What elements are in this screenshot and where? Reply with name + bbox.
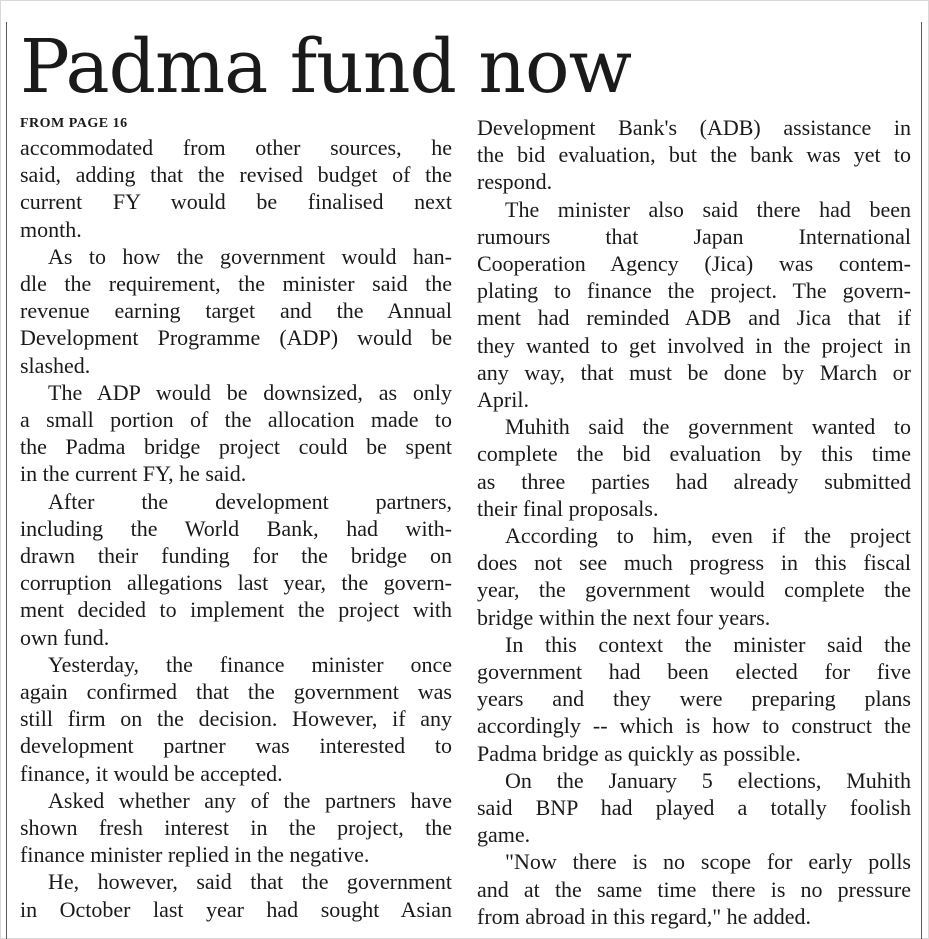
body-line: complete the bid evaluation by this time (477, 441, 911, 467)
body-line: Asked whether any of the partners have (48, 787, 452, 813)
body-line: finance, it would be accepted. (20, 760, 283, 786)
jump-kicker: FROM PAGE 16 (20, 116, 128, 131)
body-line: Development Programme (ADP) would be (20, 325, 452, 351)
body-line: game. (477, 822, 531, 848)
body-line: He, however, said that the government (48, 869, 452, 895)
body-line: current FY would be finalised next (20, 189, 452, 215)
body-line: in the current FY, he said. (20, 461, 247, 487)
body-line: including the World Bank, had with- (20, 515, 452, 541)
body-line: In this context the minister said the (505, 631, 911, 657)
body-line: said BNP had played a totally foolish (477, 795, 911, 821)
right-column (477, 114, 911, 930)
body-line: dle the requirement, the minister said the (20, 271, 452, 297)
body-line: shown fresh interest in the project, the (20, 815, 452, 841)
right-column-rule (921, 22, 922, 939)
body-line: bridge within the next four years. (477, 604, 771, 630)
body-line: According to him, even if the project (505, 523, 911, 549)
body-line: they wanted to get involved in the project in (477, 332, 911, 358)
body-line: accordingly -- which is how to construct the (477, 713, 911, 739)
body-line: the Padma bridge project could be spent (20, 434, 452, 460)
body-line: The ADP would be downsized, as only (48, 379, 452, 405)
left-column-rule (6, 22, 7, 939)
body-line: and at the same time there is no pressure (477, 876, 911, 902)
body-line: said, adding that the revised budget of the (20, 162, 452, 188)
body-line: Cooperation Agency (Jica) was contem- (477, 251, 911, 277)
body-line: "Now there is no scope for early polls (505, 849, 911, 875)
body-line: After the development partners, (48, 488, 452, 514)
body-line: The minister also said there had been (505, 196, 911, 222)
body-line: month. (20, 216, 82, 242)
body-line: the bid evaluation, but the bank was yet to (477, 142, 911, 168)
body-line: accommodated from other sources, he (20, 135, 452, 160)
body-line: Muhith said the government wanted to (505, 414, 911, 440)
body-line: Padma bridge as quickly as possible. (477, 740, 801, 766)
body-line: still firm on the decision. However, if any (20, 706, 452, 732)
body-line: again confirmed that the government was (20, 679, 452, 705)
body-line: years and they were preparing plans (477, 686, 911, 712)
body-line: ment decided to implement the project with (20, 597, 452, 623)
body-line: own fund. (20, 624, 110, 650)
body-line: as three parties had already submitted (477, 468, 911, 494)
body-line: their final proposals. (477, 495, 659, 521)
body-line: respond. (477, 169, 553, 195)
body-line: year, the government would complete the (477, 577, 911, 603)
body-line: plating to finance the project. The govern- (477, 278, 911, 304)
body-line: slashed. (20, 352, 91, 378)
body-line: drawn their funding for the bridge on (20, 543, 452, 569)
headline: Padma fund now (20, 24, 631, 110)
body-line: April. (477, 387, 529, 413)
body-line: any way, that must be done by March or (477, 359, 911, 385)
body-line: from abroad in this regard," he added. (477, 903, 811, 929)
body-line: ment had reminded ADB and Jica that if (477, 305, 911, 331)
body-line: rumours that Japan International (477, 223, 911, 249)
body-line: does not see much progress in this fiscal (477, 550, 911, 576)
body-line: corruption allegations last year, the govern- (20, 570, 452, 596)
body-line: revenue earning target and the Annual (20, 298, 452, 324)
body-line: a small portion of the allocation made to (20, 407, 452, 433)
body-line: Development Bank's (ADB) assistance in (477, 115, 911, 140)
body-line: Yesterday, the finance minister once (48, 651, 452, 677)
body-line: On the January 5 elections, Muhith (505, 767, 911, 793)
body-line: development partner was interested to (20, 733, 452, 759)
body-line: finance minister replied in the negative. (20, 842, 370, 868)
body-line: government had been elected for five (477, 659, 911, 685)
body-line: in October last year had sought Asian (20, 896, 452, 922)
left-column (20, 114, 452, 923)
body-line: As to how the government would han- (48, 243, 452, 269)
